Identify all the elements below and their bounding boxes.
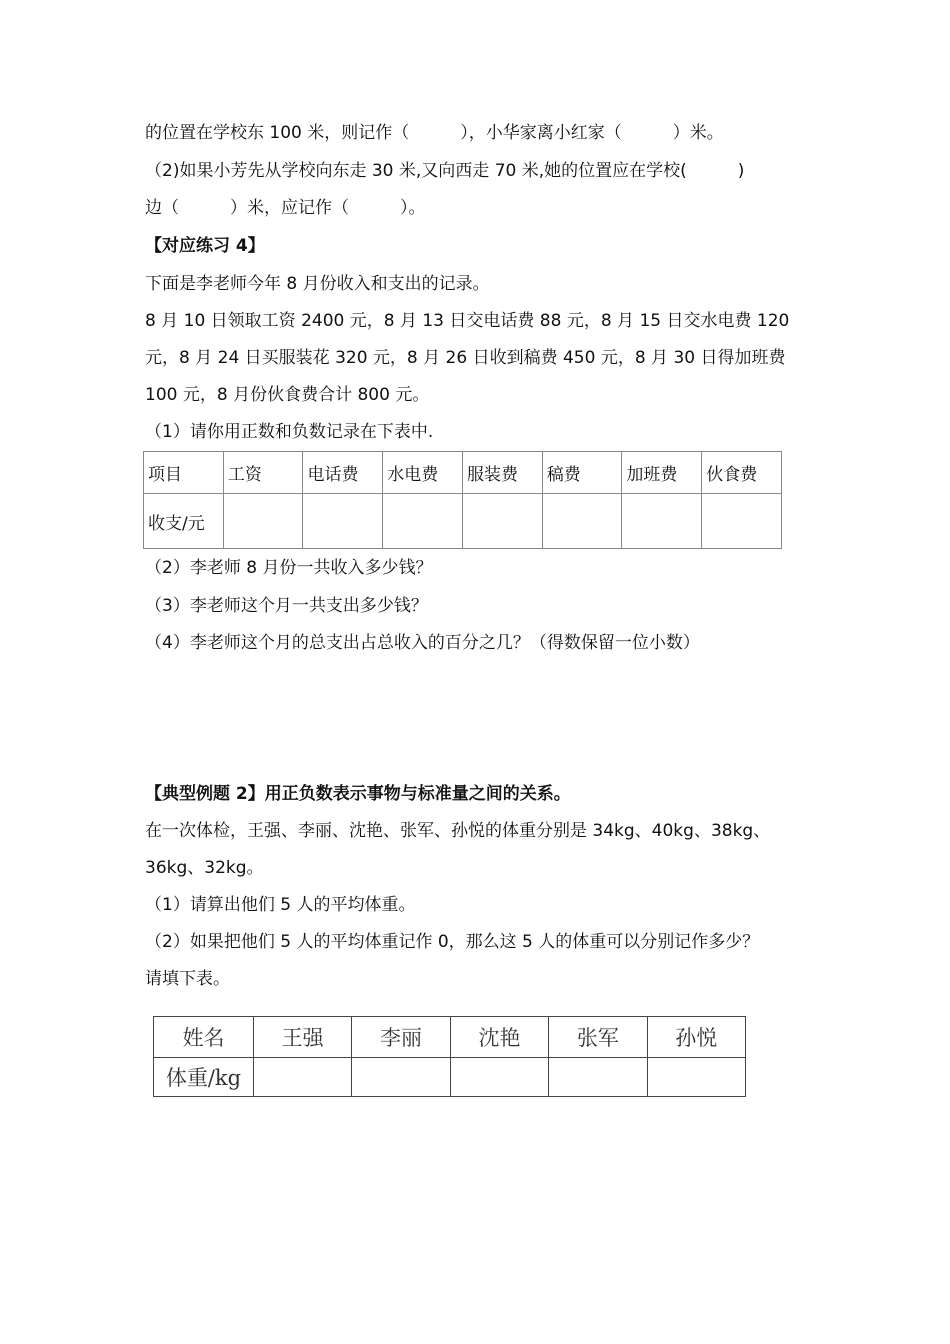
blank-cell xyxy=(223,494,303,549)
table-header-cell: 服装费 xyxy=(463,452,543,494)
table-header-cell: 加班费 xyxy=(622,452,702,494)
section-heading: 【对应练习 4】 xyxy=(145,236,265,256)
row-label: 体重/kg xyxy=(154,1058,254,1097)
text-line: 边（ ）米，应记作（ ）。 xyxy=(145,198,426,218)
table-row xyxy=(144,494,782,549)
blank-cell xyxy=(352,1058,450,1097)
question: （4）李老师这个月的总支出占总收入的百分之几？（得数保留一位小数） xyxy=(145,633,700,653)
text-line: 的位置在学校东 100 米，则记作（ ），小华家离小红家（ ）米。 xyxy=(145,123,724,143)
table-header-cell: 伙食费 xyxy=(702,452,782,494)
question: 请填下表。 xyxy=(145,969,230,989)
blank-cell xyxy=(622,494,702,549)
text-line: 100 元，8 月份伙食费合计 800 元。 xyxy=(145,385,430,405)
table-row xyxy=(154,1017,746,1058)
table-header-cell: 姓名 xyxy=(154,1017,254,1058)
question: （3）李老师这个月一共支出多少钱？ xyxy=(145,596,428,616)
text-line: 元，8 月 24 日买服装花 320 元，8 月 26 日收到稿费 450 元，8 月 30 日得加班费 xyxy=(145,348,786,368)
text-line: 36kg、32kg。 xyxy=(145,858,264,878)
blank-cell xyxy=(463,494,543,549)
table-row xyxy=(144,452,782,494)
table-header-cell: 李丽 xyxy=(352,1017,450,1058)
blank-cell xyxy=(542,494,622,549)
question: （2）如果把他们 5 人的平均体重记作 0，那么这 5 人的体重可以分别记作多少？ xyxy=(145,932,760,952)
table-header-cell: 沈艳 xyxy=(450,1017,548,1058)
table-header-cell: 项目 xyxy=(144,452,224,494)
text-line: 8 月 10 日领取工资 2400 元，8 月 13 日交电话费 88 元，8 月 15 日交水电费 120 xyxy=(145,311,790,331)
text-line: 在一次体检，王强、李丽、沈艳、张军、孙悦的体重分别是 34kg、40kg、38kg、 xyxy=(145,821,771,841)
blank-cell xyxy=(303,494,383,549)
section-heading: 【典型例题 2】用正负数表示事物与标准量之间的关系。 xyxy=(145,784,571,804)
row-label: 收支/元 xyxy=(144,494,224,549)
question: （2）李老师 8 月份一共收入多少钱？ xyxy=(145,558,433,578)
table-header-cell: 电话费 xyxy=(303,452,383,494)
blank-cell xyxy=(702,494,782,549)
text-line: （2)如果小芳先从学校向东走 30 米,又向西走 70 米,她的位置应在学校( ) xyxy=(145,161,745,181)
blank-cell xyxy=(450,1058,548,1097)
question: （1）请你用正数和负数记录在下表中. xyxy=(145,422,434,442)
table-header-cell: 孙悦 xyxy=(647,1017,745,1058)
blank-cell xyxy=(549,1058,647,1097)
table-row xyxy=(154,1058,746,1097)
question: （1）请算出他们 5 人的平均体重。 xyxy=(145,895,416,915)
blank-cell xyxy=(383,494,463,549)
table-header-cell: 水电费 xyxy=(383,452,463,494)
weight-table xyxy=(153,1016,746,1097)
income-expense-table xyxy=(143,451,782,549)
blank-cell xyxy=(253,1058,351,1097)
table-header-cell: 稿费 xyxy=(542,452,622,494)
text-line: 下面是李老师今年 8 月份收入和支出的记录。 xyxy=(145,274,490,294)
blank-cell xyxy=(647,1058,745,1097)
table-header-cell: 王强 xyxy=(253,1017,351,1058)
table-header-cell: 张军 xyxy=(549,1017,647,1058)
table-header-cell: 工资 xyxy=(223,452,303,494)
